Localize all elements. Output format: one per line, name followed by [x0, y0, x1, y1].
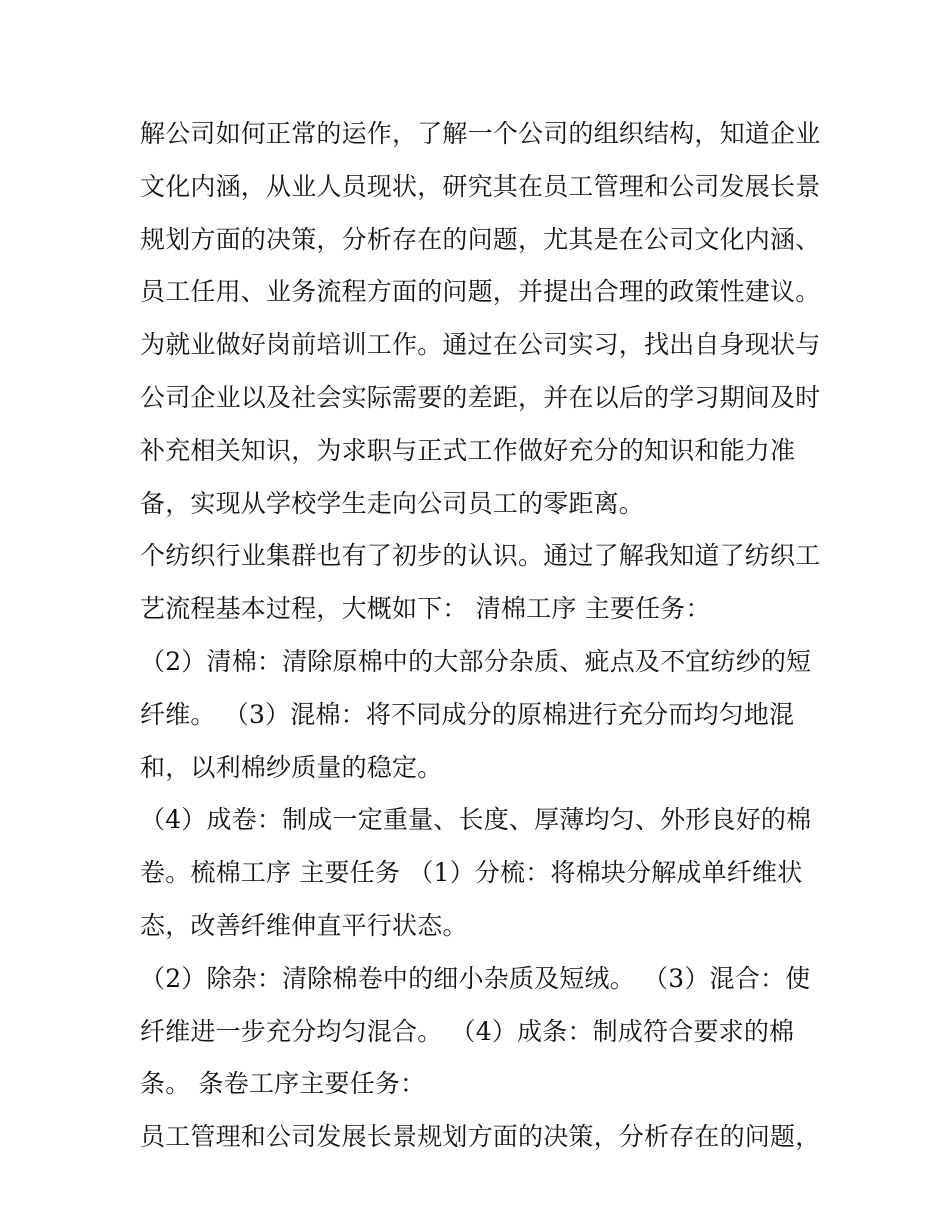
- text-line: 卷。梳棉工序 主要任务 （1）分梳：将棉块分解成单纤维状: [140, 858, 803, 888]
- text-line: 艺流程基本过程，大概如下： 清棉工序 主要任务：: [140, 594, 711, 624]
- text-line: 备，实现从学校学生走向公司员工的零距离。: [140, 488, 645, 518]
- text-line: 纤维。 （3）混棉：将不同成分的原棉进行充分而均匀地混: [140, 699, 795, 729]
- text-line: 文化内涵，从业人员现状，研究其在员工管理和公司发展长景: [140, 171, 821, 201]
- text-line: 条。 条卷工序主要任务：: [140, 1069, 426, 1099]
- text-line: 解公司如何正常的运作，了解一个公司的组织结构，知道企业: [140, 119, 821, 148]
- text-line: （4）成卷：制成一定重量、长度、厚薄均匀、外形良好的棉: [140, 805, 812, 835]
- text-line: 态，改善纤维伸直平行状态。: [140, 910, 468, 940]
- text-line: 和，以利棉纱质量的稳定。: [140, 752, 443, 782]
- document-body: [140, 108, 820, 1164]
- text-line: 员工任用、业务流程方面的问题，并提出合理的政策性建议。: [140, 277, 821, 307]
- text-line: 补充相关知识，为求职与正式工作做好充分的知识和能力准: [140, 435, 796, 465]
- text-line: （2）除杂：清除棉卷中的细小杂质及短绒。 （3）混合：使: [140, 963, 811, 993]
- text-line: 为就业做好岗前培训工作。通过在公司实习，找出自身现状与: [140, 330, 821, 360]
- text-line: （2）清棉：清除原棉中的大部分杂质、疵点及不宜纺纱的短: [140, 646, 812, 676]
- text-line: 纤维进一步充分均匀混合。 （4）成条：制成符合要求的棉: [140, 1016, 795, 1046]
- text-line: 个纺织行业集群也有了初步的认识。通过了解我知道了纺织工: [140, 541, 821, 571]
- text-line: 规划方面的决策，分析存在的问题，尤其是在公司文化内涵、: [140, 224, 821, 254]
- text-line: 公司企业以及社会实际需要的差距，并在以后的学习期间及时: [140, 382, 821, 412]
- text-line: 员工管理和公司发展长景规划方面的决策，分析存在的问题，: [140, 1122, 821, 1152]
